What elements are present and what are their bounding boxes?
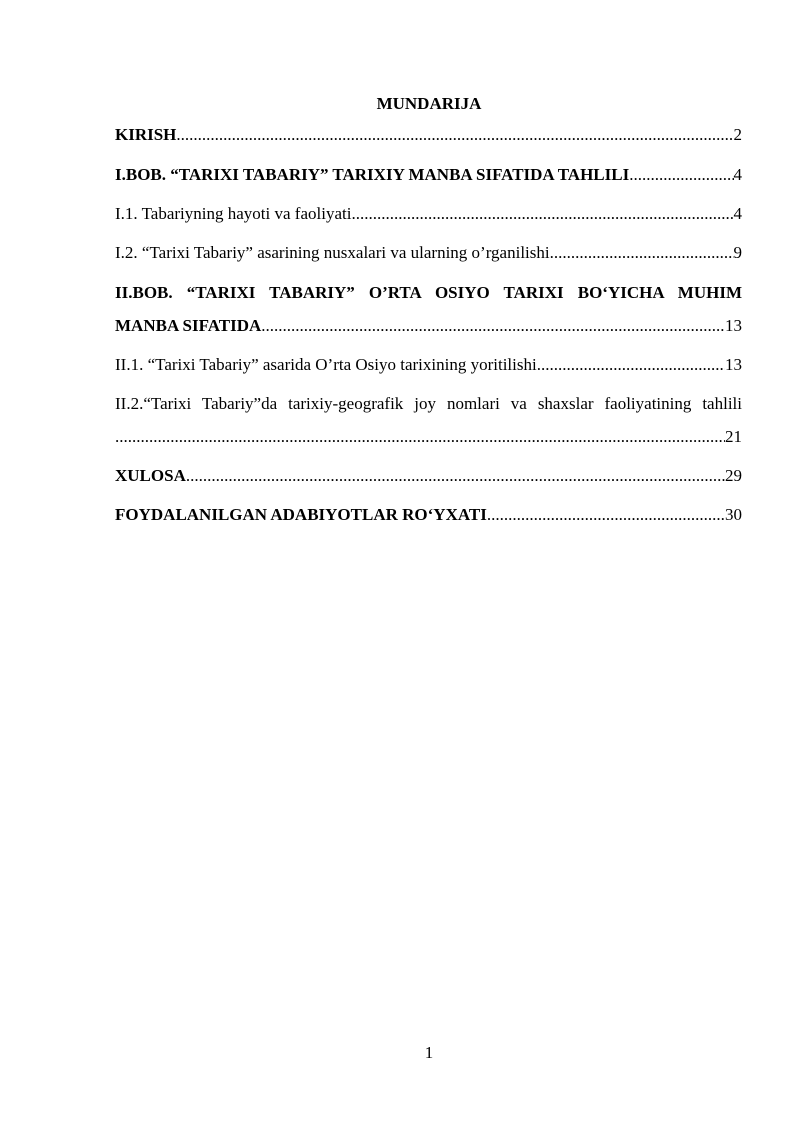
toc-entry-label: I.2. “Tarixi Tabariy” asarining nusxalari va ularning o’rganilishi	[115, 243, 550, 262]
page-number: 1	[424, 1043, 434, 1062]
toc-entry-page: 13	[725, 316, 742, 335]
toc-entry-section-1-1[interactable]	[115, 204, 742, 226]
toc-entry-page: 29	[725, 466, 742, 485]
toc-entry-label-line-1: II.BOB. “TARIXI TABARIY” O’RTA OSIYO TARIXI BO‘YICHA MUHIM	[115, 283, 742, 302]
toc-entry-label-line-1: II.2.“Tarixi Tabariy”da tarixiy-geografik joy nomlari va shaxslar faoliyatining tahlili	[115, 394, 742, 413]
toc-entry-page: 30	[725, 505, 742, 524]
toc-entry-section-1-2[interactable]	[115, 243, 742, 265]
toc-leader-dots	[487, 505, 725, 525]
toc-entry-page: 4	[733, 204, 742, 223]
toc-entry-line-2	[115, 427, 742, 449]
toc-entry-page: 9	[733, 243, 742, 262]
toc-leader-dots	[115, 427, 725, 447]
toc-entry-xulosa[interactable]	[115, 466, 742, 488]
toc-entry-label: I.BOB. “TARIXI TABARIY” TARIXIY MANBA SIFATIDA TAHLILI	[115, 165, 630, 184]
toc-entry-line-2	[115, 316, 742, 338]
toc-leader-dots	[550, 243, 734, 263]
toc-entry-section-2-1[interactable]	[115, 355, 742, 377]
toc-entry-page: 4	[733, 165, 742, 184]
toc-entry-label: FOYDALANILGAN ADABIYOTLAR RO‘YXATI	[115, 505, 487, 524]
toc-leader-dots	[537, 355, 725, 375]
toc-leader-dots	[261, 316, 725, 336]
toc-entry-label-line-2: MANBA SIFATIDA	[115, 316, 262, 335]
toc-entry-chapter-1[interactable]	[115, 165, 742, 187]
toc-entry-page: 21	[725, 427, 742, 446]
toc-entry-page: 2	[733, 125, 742, 144]
toc-leader-dots	[186, 466, 725, 486]
toc-title: MUNDARIJA	[376, 94, 482, 113]
toc-entry-page: 13	[725, 355, 742, 374]
toc-leader-dots	[176, 125, 733, 145]
toc-entry-label: I.1. Tabariyning hayoti va faoliyati	[115, 204, 352, 223]
toc-entry-bibliography[interactable]	[115, 505, 742, 527]
toc-leader-dots	[351, 204, 733, 224]
toc-entry-label: XULOSA	[115, 466, 186, 485]
toc-entry-label: II.1. “Tarixi Tabariy” asarida O’rta Osiyo tarixining yoritilishi	[115, 355, 537, 374]
toc-entry-label: KIRISH	[115, 125, 177, 144]
toc-leader-dots	[629, 165, 733, 185]
toc-entry-kirish[interactable]	[115, 125, 742, 147]
